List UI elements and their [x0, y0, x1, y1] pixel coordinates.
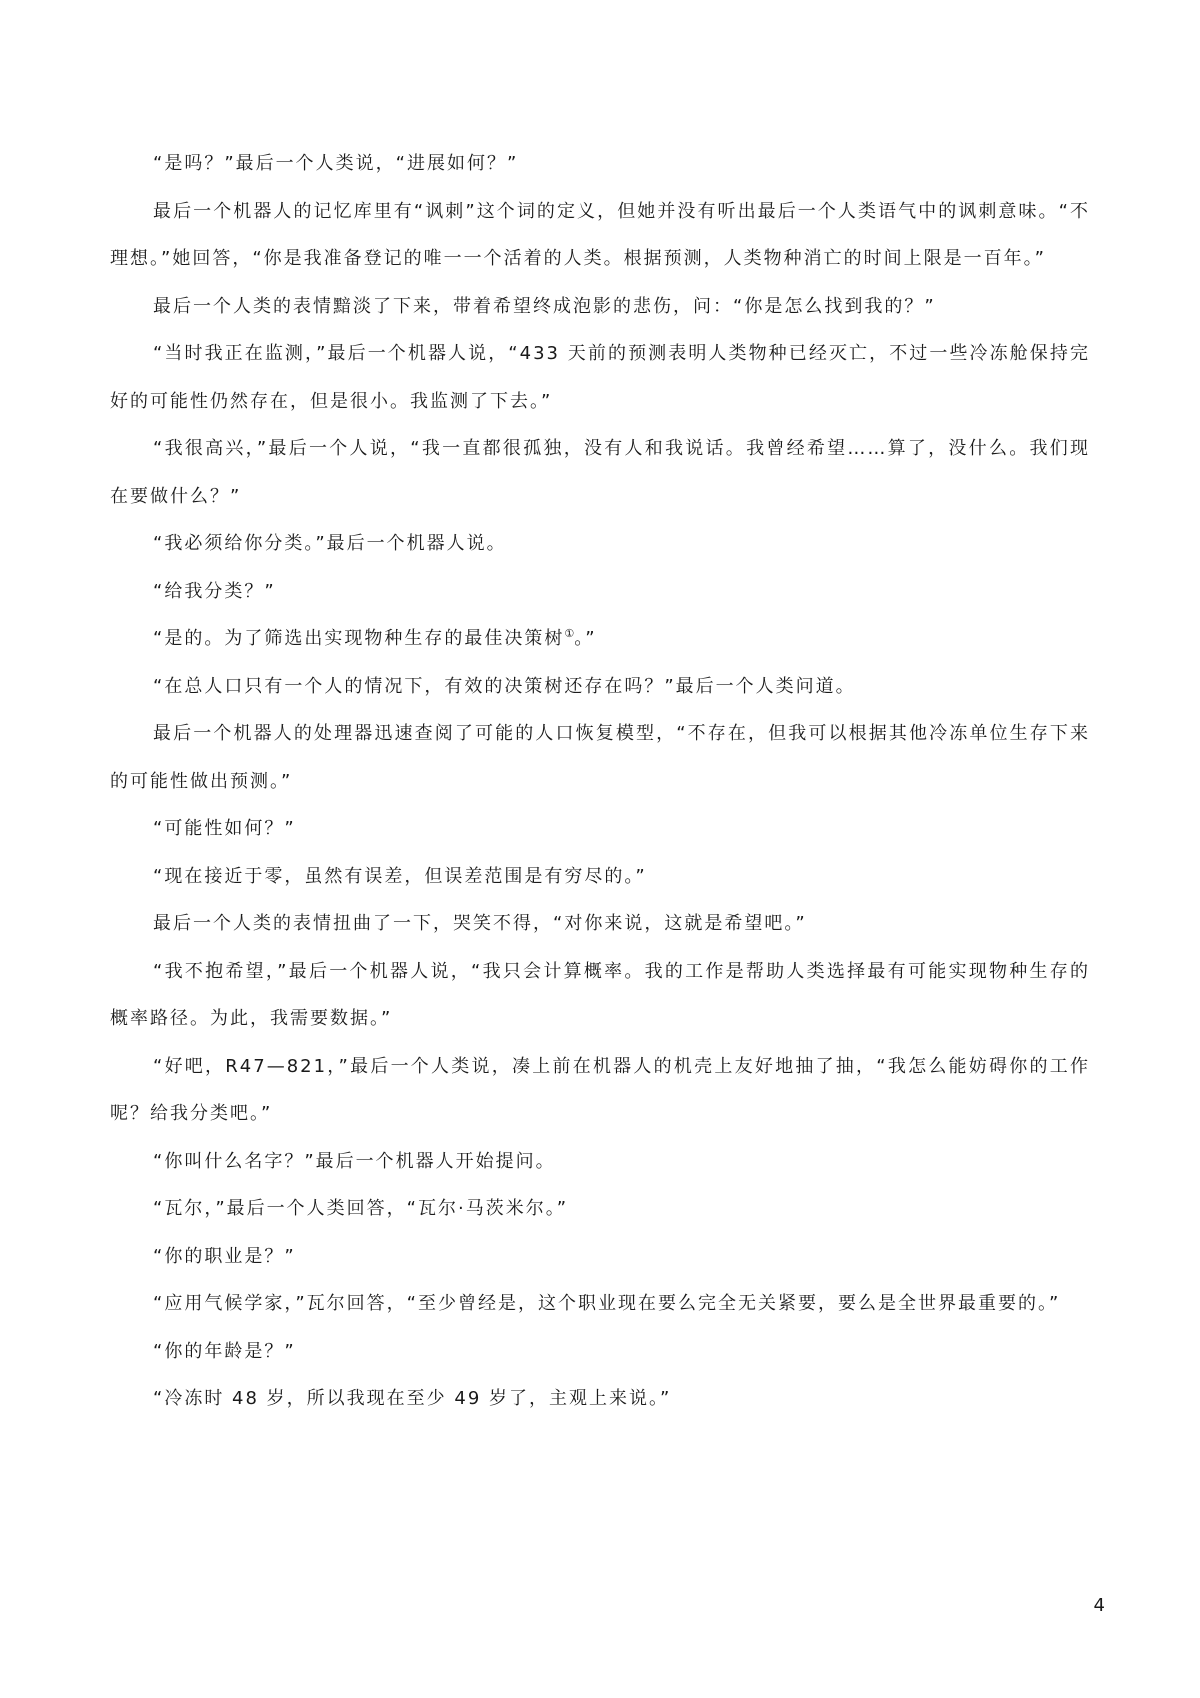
footnote-marker: ① [564, 627, 575, 640]
paragraph: “我很高兴，”最后一个人说，“我一直都很孤独，没有人和我说话。我曾经希望……算了，没什么。我们现在要做什么？” [110, 438, 1090, 507]
paragraph: “好吧，R47—821，”最后一个人类说，凑上前在机器人的机壳上友好地抽了抽，“我怎么能妨碍你的工作呢？给我分类吧。” [110, 1055, 1090, 1124]
paragraph: “是吗？”最后一个人类说，“进展如何？” [153, 153, 519, 174]
page-number: 4 [1093, 1595, 1105, 1616]
paragraph: “在总人口只有一个人的情况下，有效的决策树还存在吗？”最后一个人类问道。 [153, 675, 856, 697]
paragraph: “冷冻时 48 岁，所以我现在至少 49 岁了，主观上来说。” [153, 1388, 672, 1409]
paragraph: “现在接近于零，虽然有误差，但误差范围是有穷尽的。” [153, 865, 647, 887]
paragraph: “当时我正在监测，”最后一个机器人说，“433 天前的预测表明人类物种已经灭亡，不过一些冷冻舱保持完好的可能性仍然存在，但是很小。我监测了下去。” [110, 343, 1090, 412]
paragraph: “是的。为了筛选出实现物种生存的最佳决策树①。” [153, 627, 597, 649]
paragraph: “我不抱希望，”最后一个机器人说，“我只会计算概率。我的工作是帮助人类选择最有可能实现物种生存的概率路径。为此，我需要数据。” [110, 960, 1090, 1029]
paragraph: 最后一个机器人的处理器迅速查阅了可能的人口恢复模型，“不存在，但我可以根据其他冷冻单位生存下来的可能性做出预测。” [110, 723, 1090, 792]
paragraph: “可能性如何？” [153, 818, 296, 839]
paragraph: 最后一个机器人的记忆库里有“讽刺”这个词的定义，但她并没有听出最后一个人类语气中的讽刺意味。“不理想。”她回答，“你是我准备登记的唯一一个活着的人类。根据预测，人类物种消亡的时间上限是一百年。” [110, 200, 1090, 269]
paragraph: “给我分类？” [153, 580, 276, 602]
paragraph: “你的职业是？” [153, 1245, 296, 1267]
paragraph: “你叫什么名字？”最后一个机器人开始提问。 [153, 1150, 556, 1172]
paragraph: “应用气候学家，”瓦尔回答，“至少曾经是，这个职业现在要么完全无关紧要，要么是全世界最重要的。” [153, 1293, 1061, 1314]
paragraph: 最后一个人类的表情扭曲了一下，哭笑不得，“对你来说，这就是希望吧。” [153, 913, 807, 934]
paragraph: 最后一个人类的表情黯淡了下来，带着希望终成泡影的悲伤，问：“你是怎么找到我的？” [153, 295, 936, 317]
body-text [110, 140, 1090, 1423]
paragraph: “瓦尔，”最后一个人类回答，“瓦尔·马茨米尔。” [153, 1198, 569, 1219]
paragraph: “你的年龄是？” [153, 1340, 296, 1362]
paragraph: “我必须给你分类。”最后一个机器人说。 [153, 533, 507, 554]
